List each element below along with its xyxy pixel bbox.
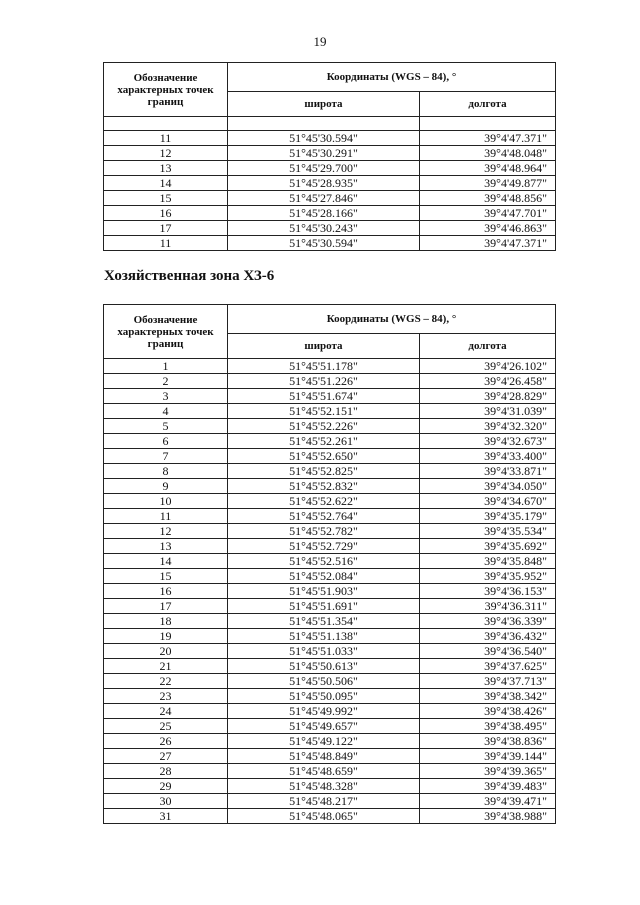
point-number-cell: 17: [104, 599, 228, 614]
point-number-cell: 10: [104, 494, 228, 509]
longitude-cell: 39°4'36.432": [420, 629, 556, 644]
table-row: [104, 794, 556, 809]
latitude-cell: 51°45'30.291": [228, 146, 420, 161]
latitude-cell: 51°45'48.328": [228, 779, 420, 794]
table-row: [104, 449, 556, 464]
coordinates-table-1: [103, 62, 556, 251]
longitude-cell: 39°4'36.311": [420, 599, 556, 614]
point-number-cell: 14: [104, 554, 228, 569]
latitude-cell: 51°45'51.178": [228, 359, 420, 374]
header-coordinates: Координаты (WGS – 84), °: [228, 63, 556, 92]
longitude-cell: 39°4'39.365": [420, 764, 556, 779]
latitude-cell: 51°45'29.700": [228, 161, 420, 176]
point-number-cell: 27: [104, 749, 228, 764]
table-row: [104, 479, 556, 494]
longitude-cell: 39°4'49.877": [420, 176, 556, 191]
latitude-cell: 51°45'51.903": [228, 584, 420, 599]
latitude-cell: 51°45'52.084": [228, 569, 420, 584]
table-row: [104, 206, 556, 221]
table-row: [104, 494, 556, 509]
longitude-cell: 39°4'38.342": [420, 689, 556, 704]
point-number-cell: 15: [104, 191, 228, 206]
longitude-cell: 39°4'34.050": [420, 479, 556, 494]
longitude-cell: 39°4'35.952": [420, 569, 556, 584]
table-row: [104, 221, 556, 236]
point-number-cell: 29: [104, 779, 228, 794]
table-row: [104, 236, 556, 251]
point-number-cell: 12: [104, 146, 228, 161]
table-row: [104, 749, 556, 764]
latitude-cell: 51°45'50.613": [228, 659, 420, 674]
point-number-cell: 21: [104, 659, 228, 674]
point-number-cell: 8: [104, 464, 228, 479]
table-row: [104, 509, 556, 524]
latitude-cell: 51°45'49.122": [228, 734, 420, 749]
point-number-cell: 3: [104, 389, 228, 404]
point-number-cell: 24: [104, 704, 228, 719]
table-row: [104, 569, 556, 584]
table-row: [104, 161, 556, 176]
table-body: [104, 131, 556, 251]
point-number-cell: 7: [104, 449, 228, 464]
point-number-cell: 15: [104, 569, 228, 584]
point-number-cell: 23: [104, 689, 228, 704]
point-number-cell: 18: [104, 614, 228, 629]
latitude-cell: 51°45'51.033": [228, 644, 420, 659]
longitude-cell: 39°4'48.048": [420, 146, 556, 161]
header-coordinates: Координаты (WGS – 84), °: [228, 305, 556, 334]
point-number-cell: 11: [104, 236, 228, 251]
longitude-cell: 39°4'26.458": [420, 374, 556, 389]
latitude-cell: 51°45'51.354": [228, 614, 420, 629]
longitude-cell: 39°4'33.871": [420, 464, 556, 479]
table-row: [104, 374, 556, 389]
table-row: [104, 599, 556, 614]
latitude-cell: 51°45'30.243": [228, 221, 420, 236]
latitude-cell: 51°45'49.992": [228, 704, 420, 719]
point-number-cell: 13: [104, 161, 228, 176]
zone-title: Хозяйственная зона ХЗ-6: [104, 268, 275, 284]
table-row: [104, 809, 556, 824]
latitude-cell: 51°45'51.138": [228, 629, 420, 644]
latitude-cell: 51°45'28.166": [228, 206, 420, 221]
header-spacer-row: [104, 117, 556, 131]
longitude-cell: 39°4'47.371": [420, 131, 556, 146]
header-longitude: долгота: [420, 92, 556, 117]
latitude-cell: 51°45'52.622": [228, 494, 420, 509]
longitude-cell: 39°4'36.339": [420, 614, 556, 629]
point-number-cell: 2: [104, 374, 228, 389]
latitude-cell: 51°45'52.764": [228, 509, 420, 524]
table-row: [104, 131, 556, 146]
latitude-cell: 51°45'50.095": [228, 689, 420, 704]
table-row: [104, 389, 556, 404]
point-number-cell: 4: [104, 404, 228, 419]
point-number-cell: 26: [104, 734, 228, 749]
table-row: [104, 191, 556, 206]
latitude-cell: 51°45'48.849": [228, 749, 420, 764]
table-row: [104, 734, 556, 749]
latitude-cell: 51°45'50.506": [228, 674, 420, 689]
header-latitude: широта: [228, 334, 420, 359]
longitude-cell: 39°4'35.179": [420, 509, 556, 524]
table-row: [104, 146, 556, 161]
header-point: Обозначение характерных точек границ: [104, 305, 228, 359]
longitude-cell: 39°4'26.102": [420, 359, 556, 374]
longitude-cell: 39°4'31.039": [420, 404, 556, 419]
header-longitude: долгота: [420, 334, 556, 359]
point-number-cell: 31: [104, 809, 228, 824]
latitude-cell: 51°45'51.691": [228, 599, 420, 614]
longitude-cell: 39°4'36.153": [420, 584, 556, 599]
header-point: Обозначение характерных точек границ: [104, 63, 228, 117]
longitude-cell: 39°4'35.692": [420, 539, 556, 554]
table-row: [104, 464, 556, 479]
longitude-cell: 39°4'47.701": [420, 206, 556, 221]
latitude-cell: 51°45'52.825": [228, 464, 420, 479]
longitude-cell: 39°4'48.856": [420, 191, 556, 206]
coordinates-table-2: [103, 304, 556, 824]
point-number-cell: 25: [104, 719, 228, 734]
table-row: [104, 434, 556, 449]
latitude-cell: 51°45'52.226": [228, 419, 420, 434]
table-row: [104, 404, 556, 419]
table-row: [104, 719, 556, 734]
point-number-cell: 6: [104, 434, 228, 449]
table-row: [104, 359, 556, 374]
longitude-cell: 39°4'39.144": [420, 749, 556, 764]
latitude-cell: 51°45'52.782": [228, 524, 420, 539]
latitude-cell: 51°45'48.065": [228, 809, 420, 824]
latitude-cell: 51°45'30.594": [228, 236, 420, 251]
point-number-cell: 19: [104, 629, 228, 644]
page-number: 19: [313, 34, 327, 49]
longitude-cell: 39°4'32.673": [420, 434, 556, 449]
point-number-cell: 1: [104, 359, 228, 374]
latitude-cell: 51°45'51.226": [228, 374, 420, 389]
point-number-cell: 9: [104, 479, 228, 494]
latitude-cell: 51°45'49.657": [228, 719, 420, 734]
longitude-cell: 39°4'38.836": [420, 734, 556, 749]
table-row: [104, 419, 556, 434]
longitude-cell: 39°4'46.863": [420, 221, 556, 236]
point-number-cell: 17: [104, 221, 228, 236]
table-row: [104, 779, 556, 794]
point-number-cell: 16: [104, 584, 228, 599]
longitude-cell: 39°4'38.988": [420, 809, 556, 824]
table-row: [104, 644, 556, 659]
longitude-cell: 39°4'35.848": [420, 554, 556, 569]
longitude-cell: 39°4'47.371": [420, 236, 556, 251]
latitude-cell: 51°45'51.674": [228, 389, 420, 404]
table-row: [104, 176, 556, 191]
longitude-cell: 39°4'39.483": [420, 779, 556, 794]
latitude-cell: 51°45'48.659": [228, 764, 420, 779]
table-row: [104, 584, 556, 599]
longitude-cell: 39°4'28.829": [420, 389, 556, 404]
table-row: [104, 659, 556, 674]
header-latitude: широта: [228, 92, 420, 117]
table-row: [104, 764, 556, 779]
point-number-cell: 11: [104, 131, 228, 146]
latitude-cell: 51°45'52.151": [228, 404, 420, 419]
point-number-cell: 20: [104, 644, 228, 659]
longitude-cell: 39°4'32.320": [420, 419, 556, 434]
point-number-cell: 30: [104, 794, 228, 809]
longitude-cell: 39°4'36.540": [420, 644, 556, 659]
table-row: [104, 674, 556, 689]
longitude-cell: 39°4'33.400": [420, 449, 556, 464]
longitude-cell: 39°4'37.625": [420, 659, 556, 674]
latitude-cell: 51°45'52.516": [228, 554, 420, 569]
latitude-cell: 51°45'52.832": [228, 479, 420, 494]
table-row: [104, 539, 556, 554]
point-number-cell: 11: [104, 509, 228, 524]
point-number-cell: 16: [104, 206, 228, 221]
point-number-cell: 13: [104, 539, 228, 554]
longitude-cell: 39°4'37.713": [420, 674, 556, 689]
point-number-cell: 14: [104, 176, 228, 191]
latitude-cell: 51°45'52.729": [228, 539, 420, 554]
point-number-cell: 22: [104, 674, 228, 689]
longitude-cell: 39°4'35.534": [420, 524, 556, 539]
table-row: [104, 614, 556, 629]
latitude-cell: 51°45'52.650": [228, 449, 420, 464]
latitude-cell: 51°45'48.217": [228, 794, 420, 809]
latitude-cell: 51°45'30.594": [228, 131, 420, 146]
longitude-cell: 39°4'39.471": [420, 794, 556, 809]
longitude-cell: 39°4'48.964": [420, 161, 556, 176]
longitude-cell: 39°4'38.426": [420, 704, 556, 719]
point-number-cell: 5: [104, 419, 228, 434]
table-body: [104, 359, 556, 824]
table-row: [104, 704, 556, 719]
point-number-cell: 12: [104, 524, 228, 539]
table-row: [104, 554, 556, 569]
latitude-cell: 51°45'28.935": [228, 176, 420, 191]
longitude-cell: 39°4'34.670": [420, 494, 556, 509]
latitude-cell: 51°45'52.261": [228, 434, 420, 449]
table-row: [104, 689, 556, 704]
table-row: [104, 524, 556, 539]
latitude-cell: 51°45'27.846": [228, 191, 420, 206]
table-row: [104, 629, 556, 644]
longitude-cell: 39°4'38.495": [420, 719, 556, 734]
point-number-cell: 28: [104, 764, 228, 779]
